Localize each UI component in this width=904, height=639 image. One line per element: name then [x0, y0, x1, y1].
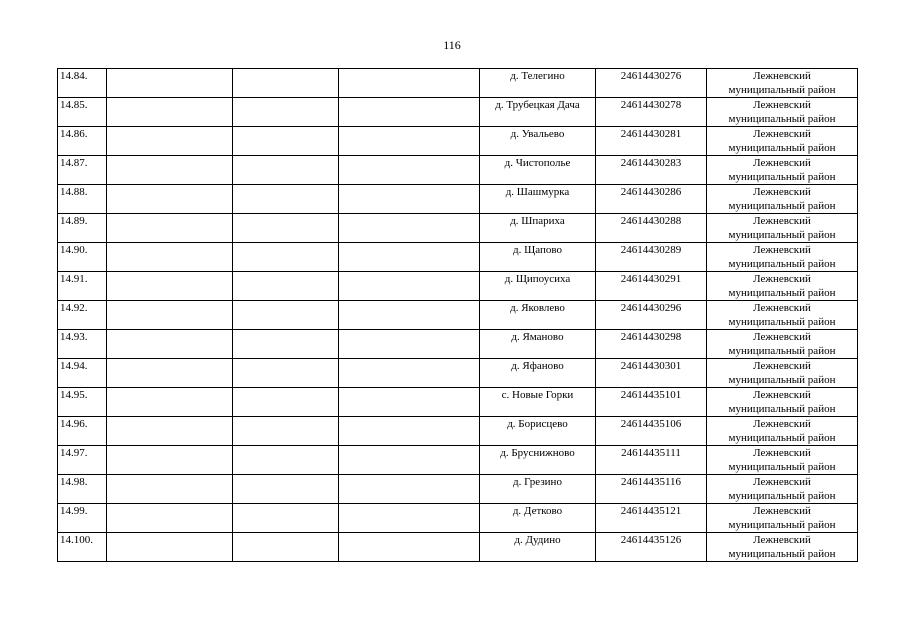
row-number: 14.100.	[58, 533, 107, 562]
district-name: Лежневский	[753, 418, 811, 430]
empty-cell	[233, 359, 339, 388]
district-cell	[707, 185, 858, 214]
settlement-name: д. Ямановo	[480, 330, 596, 359]
settlement-name: д. Бруснижново	[480, 446, 596, 475]
district-name: Лежневский	[753, 360, 811, 372]
empty-cell	[339, 359, 480, 388]
row-number: 14.90.	[58, 243, 107, 272]
row-number: 14.87.	[58, 156, 107, 185]
district-type: муниципальный район	[728, 548, 836, 560]
settlement-name: д. Яковлево	[480, 301, 596, 330]
district-cell	[707, 214, 858, 243]
empty-cell	[339, 446, 480, 475]
oktmo-code: 24614430281	[596, 127, 707, 156]
district-type: муниципальный район	[728, 287, 836, 299]
empty-cell	[233, 330, 339, 359]
district-type: муниципальный район	[728, 200, 836, 212]
empty-cell	[107, 475, 233, 504]
district-name: Лежневский	[753, 215, 811, 227]
oktmo-code: 24614435126	[596, 533, 707, 562]
district-cell	[707, 504, 858, 533]
empty-cell	[233, 98, 339, 127]
oktmo-code: 24614430301	[596, 359, 707, 388]
empty-cell	[107, 156, 233, 185]
table-row	[58, 446, 858, 475]
table-row	[58, 475, 858, 504]
row-number: 14.84.	[58, 69, 107, 98]
empty-cell	[233, 504, 339, 533]
empty-cell	[107, 185, 233, 214]
district-cell	[707, 533, 858, 562]
row-number: 14.94.	[58, 359, 107, 388]
empty-cell	[233, 272, 339, 301]
oktmo-code: 24614430296	[596, 301, 707, 330]
oktmo-code: 24614435101	[596, 388, 707, 417]
district-cell	[707, 446, 858, 475]
table-row	[58, 301, 858, 330]
row-number: 14.85.	[58, 98, 107, 127]
empty-cell	[233, 69, 339, 98]
table-row	[58, 388, 858, 417]
oktmo-code: 24614430288	[596, 214, 707, 243]
district-cell	[707, 98, 858, 127]
table-row	[58, 98, 858, 127]
empty-cell	[233, 475, 339, 504]
empty-cell	[107, 388, 233, 417]
district-type: муниципальный район	[728, 171, 836, 183]
row-number: 14.95.	[58, 388, 107, 417]
empty-cell	[339, 475, 480, 504]
district-cell	[707, 301, 858, 330]
oktmo-code: 24614430283	[596, 156, 707, 185]
district-cell	[707, 475, 858, 504]
settlement-name: д. Щапово	[480, 243, 596, 272]
settlement-name: д. Трубецкая Дача	[480, 98, 596, 127]
empty-cell	[233, 417, 339, 446]
row-number: 14.97.	[58, 446, 107, 475]
empty-cell	[233, 156, 339, 185]
district-cell	[707, 359, 858, 388]
oktmo-code: 24614430298	[596, 330, 707, 359]
oktmo-code: 24614435121	[596, 504, 707, 533]
table-row	[58, 272, 858, 301]
district-cell	[707, 243, 858, 272]
district-type: муниципальный район	[728, 345, 836, 357]
table-row	[58, 69, 858, 98]
district-cell	[707, 156, 858, 185]
empty-cell	[107, 127, 233, 156]
district-cell	[707, 127, 858, 156]
settlement-name: д. Щипоусиха	[480, 272, 596, 301]
district-cell	[707, 69, 858, 98]
empty-cell	[339, 388, 480, 417]
row-number: 14.89.	[58, 214, 107, 243]
district-name: Лежневский	[753, 273, 811, 285]
district-name: Лежневский	[753, 534, 811, 546]
table-row	[58, 330, 858, 359]
table-body	[58, 69, 858, 562]
oktmo-code: 24614435106	[596, 417, 707, 446]
district-name: Лежневский	[753, 476, 811, 488]
empty-cell	[339, 185, 480, 214]
settlement-name: д. Чистополье	[480, 156, 596, 185]
empty-cell	[339, 214, 480, 243]
empty-cell	[339, 417, 480, 446]
empty-cell	[107, 330, 233, 359]
row-number: 14.88.	[58, 185, 107, 214]
table-row	[58, 359, 858, 388]
row-number: 14.93.	[58, 330, 107, 359]
empty-cell	[107, 533, 233, 562]
district-type: муниципальный район	[728, 461, 836, 473]
settlement-name: с. Новые Горки	[480, 388, 596, 417]
page-number: 116	[443, 38, 461, 52]
row-number: 14.86.	[58, 127, 107, 156]
district-type: муниципальный район	[728, 84, 836, 96]
district-type: муниципальный район	[728, 113, 836, 125]
district-type: муниципальный район	[728, 403, 836, 415]
settlement-name: д. Яфаново	[480, 359, 596, 388]
district-name: Лежневский	[753, 505, 811, 517]
table-row	[58, 504, 858, 533]
empty-cell	[107, 214, 233, 243]
row-number: 14.92.	[58, 301, 107, 330]
table-row	[58, 156, 858, 185]
empty-cell	[339, 504, 480, 533]
oktmo-code: 24614430286	[596, 185, 707, 214]
district-type: муниципальный район	[728, 316, 836, 328]
empty-cell	[107, 69, 233, 98]
empty-cell	[339, 69, 480, 98]
district-name: Лежневский	[753, 331, 811, 343]
row-number: 14.91.	[58, 272, 107, 301]
oktmo-code: 24614430278	[596, 98, 707, 127]
empty-cell	[233, 127, 339, 156]
settlement-name: д. Грезино	[480, 475, 596, 504]
settlement-name: д. Дудино	[480, 533, 596, 562]
empty-cell	[107, 417, 233, 446]
empty-cell	[339, 330, 480, 359]
empty-cell	[339, 301, 480, 330]
empty-cell	[339, 272, 480, 301]
empty-cell	[233, 301, 339, 330]
district-name: Лежневский	[753, 157, 811, 169]
district-name: Лежневский	[753, 186, 811, 198]
empty-cell	[339, 98, 480, 127]
district-type: муниципальный район	[728, 519, 836, 531]
table-row	[58, 214, 858, 243]
district-name: Лежневский	[753, 128, 811, 140]
empty-cell	[107, 272, 233, 301]
district-name: Лежневский	[753, 99, 811, 111]
empty-cell	[107, 243, 233, 272]
district-name: Лежневский	[753, 70, 811, 82]
oktmo-code: 24614435116	[596, 475, 707, 504]
district-type: муниципальный район	[728, 374, 836, 386]
district-name: Лежневский	[753, 447, 811, 459]
row-number: 14.96.	[58, 417, 107, 446]
empty-cell	[233, 185, 339, 214]
empty-cell	[107, 359, 233, 388]
empty-cell	[107, 301, 233, 330]
district-type: муниципальный район	[728, 432, 836, 444]
settlement-name: д. Борисцево	[480, 417, 596, 446]
table-row	[58, 533, 858, 562]
empty-cell	[233, 533, 339, 562]
district-name: Лежневский	[753, 302, 811, 314]
district-name: Лежневский	[753, 389, 811, 401]
district-cell	[707, 330, 858, 359]
row-number: 14.98.	[58, 475, 107, 504]
empty-cell	[107, 504, 233, 533]
district-type: муниципальный район	[728, 258, 836, 270]
district-cell	[707, 417, 858, 446]
oktmo-code: 24614430291	[596, 272, 707, 301]
oktmo-code: 24614430276	[596, 69, 707, 98]
oktmo-code: 24614435111	[596, 446, 707, 475]
empty-cell	[339, 533, 480, 562]
empty-cell	[339, 243, 480, 272]
empty-cell	[339, 127, 480, 156]
district-type: муниципальный район	[728, 229, 836, 241]
empty-cell	[233, 243, 339, 272]
district-name: Лежневский	[753, 244, 811, 256]
settlements-table	[57, 68, 858, 562]
table-row	[58, 417, 858, 446]
district-type: муниципальный район	[728, 490, 836, 502]
empty-cell	[339, 156, 480, 185]
district-cell	[707, 272, 858, 301]
empty-cell	[107, 98, 233, 127]
empty-cell	[233, 214, 339, 243]
district-cell	[707, 388, 858, 417]
settlement-name: д. Шпариха	[480, 214, 596, 243]
settlement-name: д. Телегино	[480, 69, 596, 98]
empty-cell	[233, 388, 339, 417]
empty-cell	[107, 446, 233, 475]
row-number: 14.99.	[58, 504, 107, 533]
settlement-name: д. Шашмурка	[480, 185, 596, 214]
table-row	[58, 127, 858, 156]
table-row	[58, 243, 858, 272]
district-type: муниципальный район	[728, 142, 836, 154]
settlement-name: д. Детково	[480, 504, 596, 533]
settlement-name: д. Увальево	[480, 127, 596, 156]
oktmo-code: 24614430289	[596, 243, 707, 272]
table-row	[58, 185, 858, 214]
empty-cell	[233, 446, 339, 475]
